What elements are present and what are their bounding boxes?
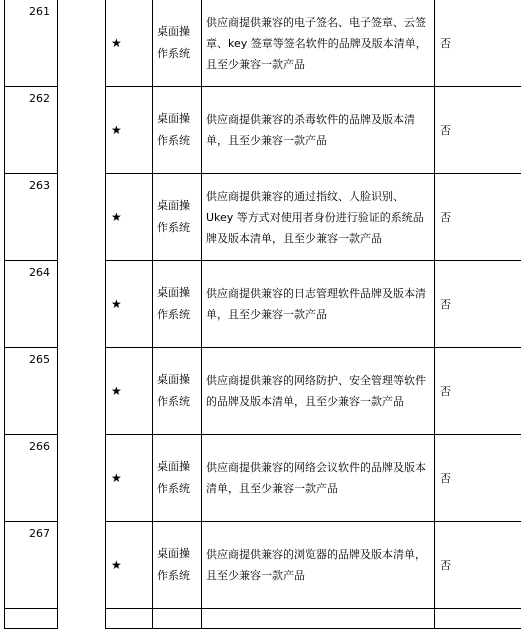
requirement-cell xyxy=(202,174,435,261)
requirement-cell xyxy=(202,609,435,629)
system-cell xyxy=(153,435,202,522)
row-number-cell xyxy=(5,609,58,629)
system-name: 桌面操作系统 xyxy=(153,369,201,413)
requirement-text: 供应商提供兼容的网络会议软件的品牌及版本清单，且至少兼容一款产品 xyxy=(202,457,434,499)
system-cell xyxy=(153,609,202,629)
flag-value: 否 xyxy=(435,207,521,228)
flag-cell xyxy=(435,261,521,348)
table-row xyxy=(5,174,521,261)
requirement-text: 供应商提供兼容的浏览器的品牌及版本清单，且至少兼容一款产品 xyxy=(202,544,434,586)
star-mark: ★ xyxy=(106,294,152,315)
table-row xyxy=(5,435,521,522)
requirement-text: 供应商提供兼容的杀毒软件的品牌及版本清单，且至少兼容一款产品 xyxy=(202,109,434,151)
star-cell xyxy=(106,522,153,609)
flag-cell xyxy=(435,609,521,629)
requirements-table xyxy=(4,0,521,629)
system-cell xyxy=(153,174,202,261)
flag-value: 否 xyxy=(435,33,521,54)
blank-cell xyxy=(58,522,106,609)
row-number-cell xyxy=(5,348,58,435)
system-name: 桌面操作系统 xyxy=(153,195,201,239)
system-name: 桌面操作系统 xyxy=(153,108,201,152)
requirement-text: 供应商提供兼容的网络防护、安全管理等软件的品牌及版本清单，且至少兼容一款产品 xyxy=(202,370,434,412)
star-cell xyxy=(106,0,153,87)
blank-cell xyxy=(58,435,106,522)
row-number: 261 xyxy=(5,0,57,18)
blank-cell xyxy=(58,348,106,435)
star-mark: ★ xyxy=(106,555,152,576)
row-number-cell xyxy=(5,0,58,87)
blank-cell xyxy=(58,0,106,87)
system-cell xyxy=(153,261,202,348)
flag-value: 否 xyxy=(435,555,521,576)
requirement-text: 供应商提供兼容的通过指纹、人脸识别、Ukey 等方式对使用者身份进行验证的系统品牌及版本清单，且至少兼容一款产品 xyxy=(202,186,434,249)
row-number: 266 xyxy=(5,435,57,453)
flag-cell xyxy=(435,522,521,609)
star-mark: ★ xyxy=(106,33,152,54)
row-number: 264 xyxy=(5,261,57,279)
requirement-cell xyxy=(202,522,435,609)
flag-cell xyxy=(435,435,521,522)
system-name: 桌面操作系统 xyxy=(153,543,201,587)
star-mark: ★ xyxy=(106,468,152,489)
row-number-cell xyxy=(5,435,58,522)
system-cell xyxy=(153,87,202,174)
table-row xyxy=(5,522,521,609)
flag-value: 否 xyxy=(435,381,521,402)
row-number-cell xyxy=(5,261,58,348)
requirement-text: 供应商提供兼容的电子签名、电子签章、云签章、key 签章等签名软件的品牌及版本清单，且至少兼容一款产品 xyxy=(202,12,434,75)
row-number: 263 xyxy=(5,174,57,192)
requirements-table-body xyxy=(5,0,521,629)
table-row-partial xyxy=(5,609,521,629)
requirement-cell xyxy=(202,261,435,348)
row-number-cell xyxy=(5,522,58,609)
blank-cell xyxy=(58,174,106,261)
star-mark: ★ xyxy=(106,381,152,402)
star-cell xyxy=(106,348,153,435)
system-name: 桌面操作系统 xyxy=(153,456,201,500)
flag-value: 否 xyxy=(435,468,521,489)
table-row xyxy=(5,261,521,348)
star-mark: ★ xyxy=(106,120,152,141)
flag-value: 否 xyxy=(435,294,521,315)
system-cell xyxy=(153,348,202,435)
table-row xyxy=(5,87,521,174)
flag-value: 否 xyxy=(435,120,521,141)
requirement-cell xyxy=(202,348,435,435)
star-mark: ★ xyxy=(106,207,152,228)
flag-cell xyxy=(435,87,521,174)
requirement-text: 供应商提供兼容的日志管理软件品牌及版本清单，且至少兼容一款产品 xyxy=(202,283,434,325)
requirement-cell xyxy=(202,87,435,174)
system-name: 桌面操作系统 xyxy=(153,21,201,65)
star-cell xyxy=(106,87,153,174)
star-cell xyxy=(106,609,153,629)
system-name: 桌面操作系统 xyxy=(153,282,201,326)
star-cell xyxy=(106,261,153,348)
blank-cell xyxy=(58,609,106,629)
row-number: 265 xyxy=(5,348,57,366)
flag-cell xyxy=(435,348,521,435)
table-row xyxy=(5,0,521,87)
blank-cell xyxy=(58,261,106,348)
table-row xyxy=(5,348,521,435)
flag-cell xyxy=(435,0,521,87)
star-cell xyxy=(106,174,153,261)
row-number: 262 xyxy=(5,87,57,105)
row-number: 267 xyxy=(5,522,57,540)
blank-cell xyxy=(58,87,106,174)
row-number-cell xyxy=(5,174,58,261)
system-cell xyxy=(153,0,202,87)
star-cell xyxy=(106,435,153,522)
requirement-cell xyxy=(202,435,435,522)
flag-cell xyxy=(435,174,521,261)
row-number-cell xyxy=(5,87,58,174)
system-cell xyxy=(153,522,202,609)
requirement-cell xyxy=(202,0,435,87)
